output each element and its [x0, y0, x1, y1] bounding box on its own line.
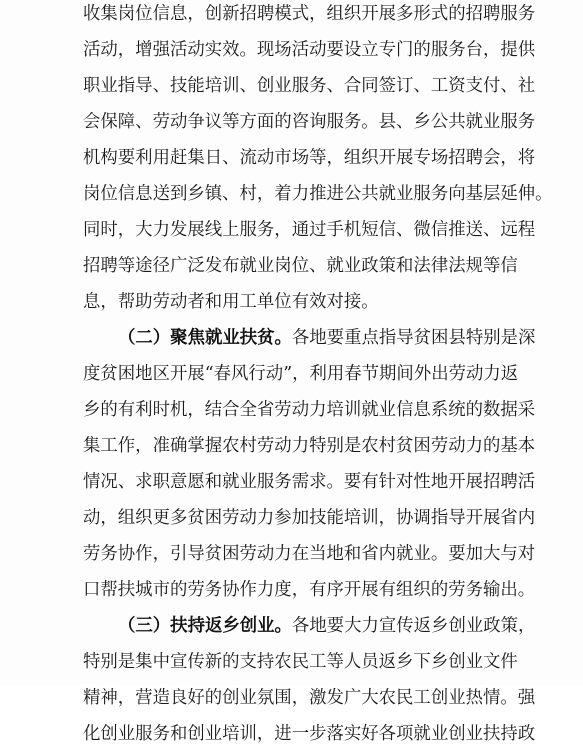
paragraph-line: 同时，大力发展线上服务，通过手机短信、微信推送、远程: [83, 220, 536, 240]
paragraph-line: 招聘等途径广泛发布就业岗位、就业政策和法律法规等信: [83, 256, 518, 276]
paragraph-line: 动，组织更多贫困劳动力参加技能培训，协调指导开展省内: [83, 508, 536, 528]
section-heading-line: [118, 320, 536, 356]
paragraph-line: 收集岗位信息，创新招聘模式，组织开展多形式的招聘服务: [83, 4, 536, 24]
paragraph-line: 机构要利用赶集日、流动市场等，组织开展专场招聘会，将: [83, 148, 536, 168]
section-heading-rest: 各地要大力宣传返乡创业政策，: [291, 616, 536, 636]
section-heading-rest: 各地要重点指导贫困县特别是深: [291, 328, 536, 348]
paragraph-line: 特别是集中宣传新的支持农民工等人员返乡下乡创业文件: [83, 652, 518, 672]
section-heading: （二）聚焦就业扶贫。: [118, 328, 292, 348]
section-heading-line: [118, 608, 536, 644]
section-heading: （三）扶持返乡创业。: [118, 616, 292, 636]
paragraph-line: 集工作，准确掌握农村劳动力特别是农村贫困劳动力的基本: [83, 436, 536, 456]
paragraph-line: 岗位信息送到乡镇、村，着力推进公共就业服务向基层延伸。: [83, 184, 553, 204]
paragraph-line: 口帮扶城市的劳务协作力度，有序开展有组织的劳务输出。: [83, 580, 536, 600]
paragraph-line: 情况、求职意愿和就业服务需求。要有针对性地开展招聘活: [83, 472, 536, 492]
paragraph-line: 活动，增强活动实效。现场活动要设立专门的服务台，提供: [83, 40, 536, 60]
paragraph-line: 乡的有利时机，结合全省劳动力培训就业信息系统的数据采: [83, 400, 536, 420]
paragraph-line: 会保障、劳动争议等方面的咨询服务。县、乡公共就业服务: [83, 112, 536, 132]
paragraph-line: 职业指导、技能培训、创业服务、合同签订、工资支付、社: [83, 76, 536, 96]
paragraph-line: 化创业服务和创业培训，进一步落实好各项就业创业扶持政: [83, 724, 536, 744]
paragraph-line: 劳务协作，引导贫困劳动力在当地和省内就业。要加大与对: [83, 544, 536, 564]
paragraph-line: 息，帮助劳动者和用工单位有效对接。: [83, 292, 379, 312]
paragraph-line: 精神，营造良好的创业氛围，激发广大农民工创业热情。强: [83, 688, 536, 708]
paragraph-line: 度贫困地区开展“春风行动”，利用春节期间外出劳动力返: [83, 364, 519, 384]
